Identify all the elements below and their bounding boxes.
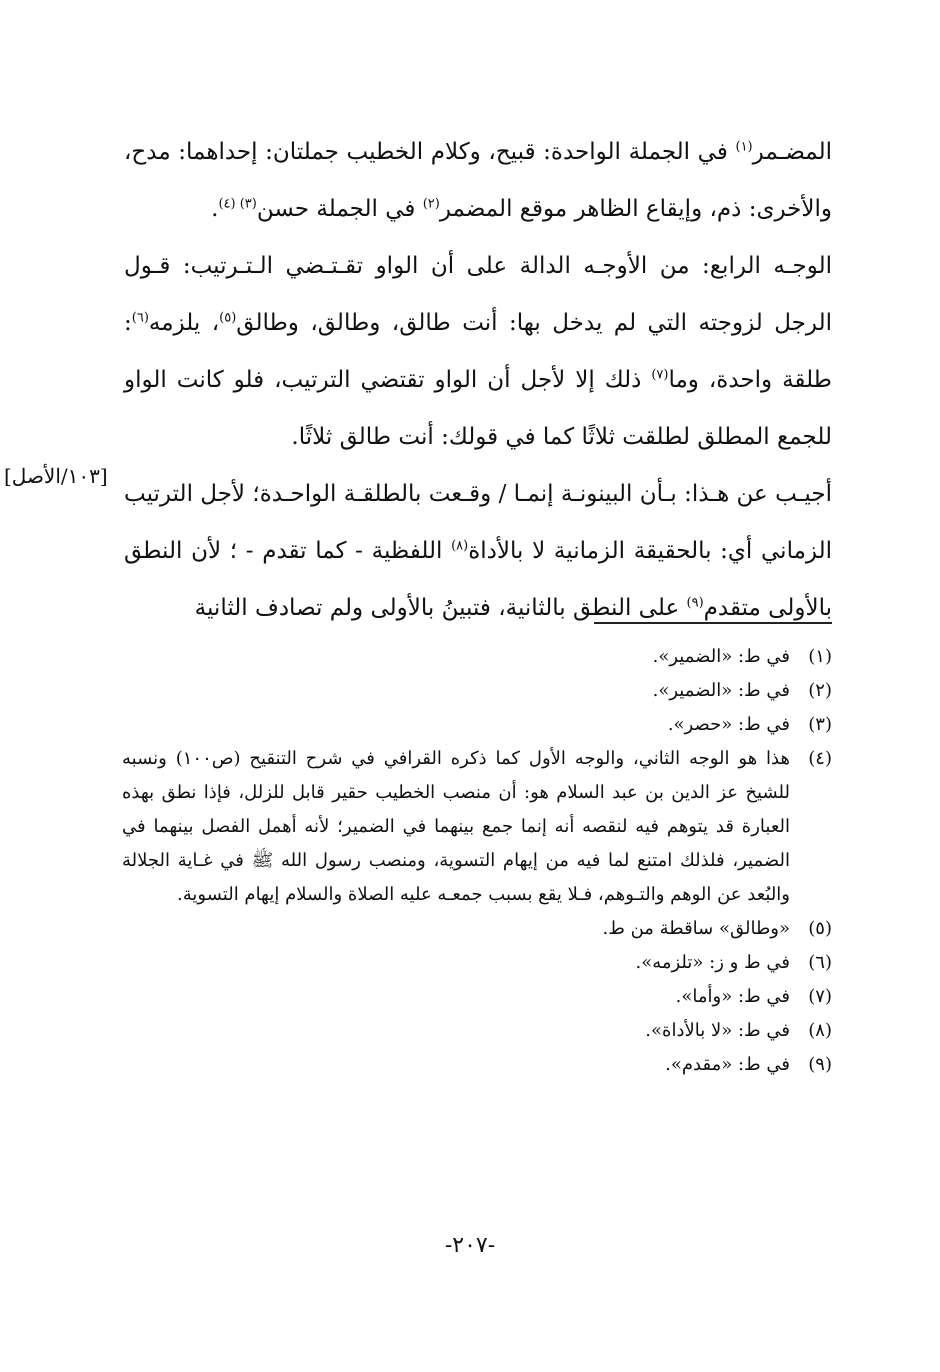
footnote-item <box>122 980 832 1014</box>
footnote-ref[interactable]: (٦) <box>131 310 149 326</box>
margin-reference: [١٠٣/الأصل] <box>4 464 108 488</box>
footnote-ref[interactable]: (٨) <box>451 538 469 554</box>
text-segment: . <box>211 196 219 222</box>
footnote-number: (٥) <box>808 918 832 939</box>
footnote-ref[interactable]: (٩) <box>686 595 704 611</box>
footnote-text: في ط و ز: «تلزمه». <box>635 952 790 973</box>
footnote-number: (٤) <box>808 748 832 769</box>
footnote-text: «وطالق» ساقطة من ط. <box>602 918 790 939</box>
text-segment: ، يلزمه <box>148 310 220 336</box>
paragraph-fourth-aspect <box>124 238 832 466</box>
text-segment: في الجملة حسن <box>256 196 423 222</box>
footnote-text: في ط: «وأما». <box>675 986 790 1007</box>
text-segment: أجيـب عن هـذا: بـأن البينونـة إنمـا / وقـعت بالطلقـة الواحـدة؛ لأجل الترتيب الزماني أي: بالحقيقة الزمانية لا بالأداة <box>124 481 832 564</box>
page-number: -٢٠٧- <box>444 1233 496 1258</box>
text-segment: في الجملة الواحدة: قبيح، وكلام الخطيب جملتان: إحداهما: مدح، والأخرى: ذم، وإيقاع الظاهر موقع المضمر <box>124 139 832 222</box>
footnote-text: في ط: «الضمير». <box>652 680 790 701</box>
text-segment: : طلقة واحدة، وما <box>124 310 832 393</box>
footnote-number: (٦) <box>808 952 832 973</box>
footnote-number: (٢) <box>808 680 832 701</box>
footnote-item <box>122 946 832 980</box>
footnote-ref[interactable]: (٢) <box>422 196 440 212</box>
footnote-ref[interactable]: (٧) <box>651 367 669 383</box>
footnote-ref[interactable]: (٥) <box>219 310 237 326</box>
footnote-number: (٧) <box>808 986 832 1007</box>
footnote-separator <box>594 622 832 624</box>
footnote-text: في ط: «مقدم». <box>665 1054 790 1075</box>
footnote-ref[interactable]: (١) <box>735 139 753 155</box>
footnote-ref[interactable]: (٣) (٤) <box>218 196 257 212</box>
text-segment: المضـمر <box>752 139 832 165</box>
footnote-item <box>122 1048 832 1082</box>
footnote-item <box>122 912 832 946</box>
paragraph-intro <box>124 124 832 238</box>
footnote-item <box>122 708 832 742</box>
footnote-text: هذا هو الوجه الثاني، والوجه الأول كما ذكره القرافي في شرح التنقيح (ص١٠٠) ونسبه للشيخ عز الدين بن عبد السلام هو: أن منصب الخطيب حقير قابل للزلل، فإذا نطق بهذه العبارة قد يتوهم فيه لنقصه أنه إنما جمع بينهما في الضمير؛ لأنه أهمل الفصل بينهما في الضمير، فلذلك امتنع لما فيه من إيهام التسوية، ومنصب رسول الله ﷺ في غـاية الجلالة والبُعد عن الوهم والتـوهم، فـلا يقع بسبب جمعـه عليه الصلاة والسلام إيهام التسوية. <box>122 748 790 905</box>
paragraph-answer <box>124 466 832 637</box>
text-segment: الوجـه الرابع: من الأوجـه الدالة على أن الواو تقـتـضي الـتـرتيب: قـول الرجل لزوجته التي لم يدخل بها: أنت طالق، وطالق، وطالق <box>124 253 832 336</box>
text-segment: اللفظية - كما تقدم - ؛ لأن النطق بالأولى متقدم <box>124 538 832 621</box>
text-segment: على النطق بالثانية، فتبينُ بالأولى ولم تصادف الثانية <box>194 595 687 621</box>
footnotes-list <box>122 640 832 1082</box>
footnote-number: (٨) <box>808 1020 832 1041</box>
footnote-item <box>122 1014 832 1048</box>
footnote-item <box>122 640 832 674</box>
footnote-number: (٩) <box>808 1054 832 1075</box>
footnote-text: في ط: «حصر». <box>667 714 790 735</box>
main-text-body <box>124 124 832 637</box>
footnote-text: في ط: «لا بالأداة». <box>645 1020 790 1041</box>
footnote-number: (٣) <box>808 714 832 735</box>
text-segment: ذلك إلا لأجل أن الواو تقتضي الترتيب، فلو كانت الواو للجمع المطلق لطلقت ثلاثًا كما في قولك: أنت طالق ثلاثًا. <box>124 367 832 450</box>
footnote-number: (١) <box>808 646 832 667</box>
footnote-item <box>122 674 832 708</box>
footnote-item <box>122 742 832 912</box>
footnote-text: في ط: «الضمير». <box>652 646 790 667</box>
